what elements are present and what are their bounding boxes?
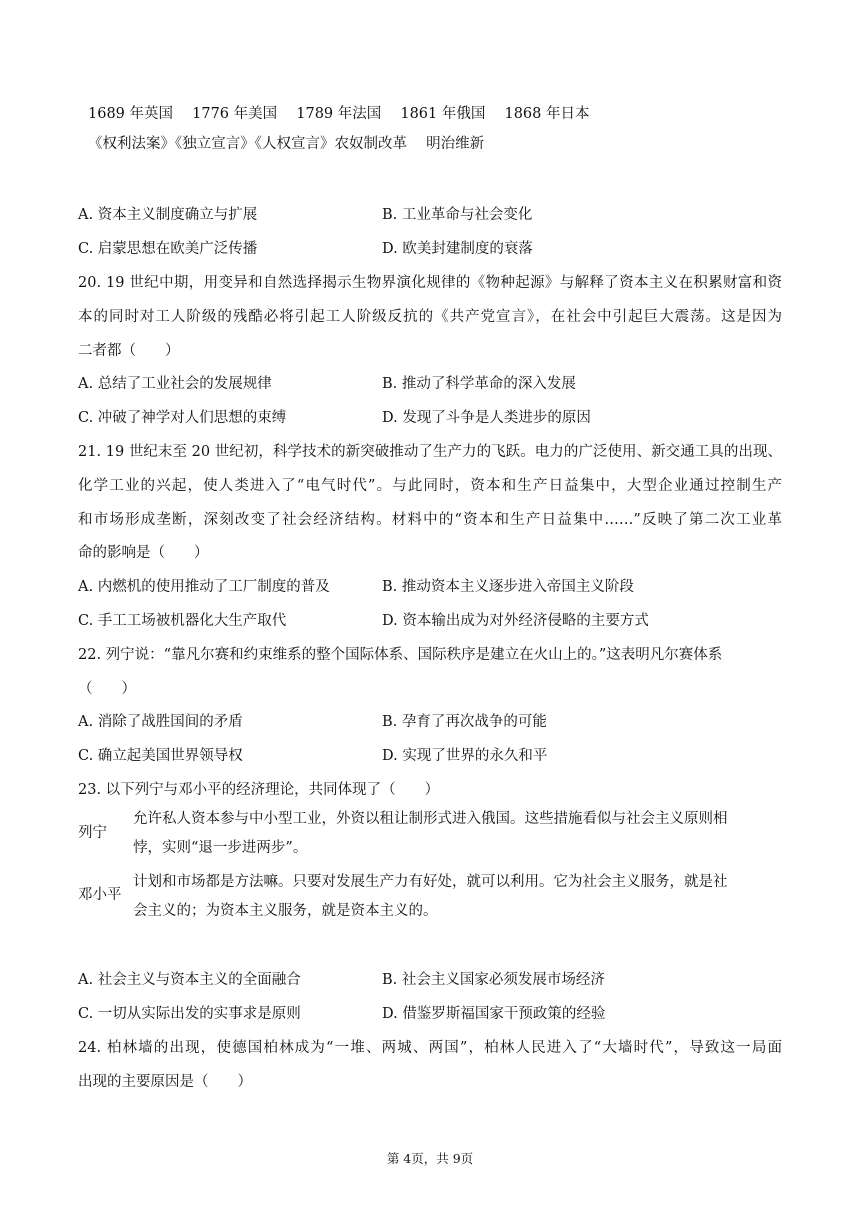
q22-stem-line-1: 22. 列宁说：“靠凡尔赛和约束维系的整个国际体系、国际秩序是建立在火山上的。”这表明凡尔赛体系 [78, 647, 723, 663]
q22-option-d: D. 实现了世界的永久和平 [382, 748, 548, 764]
q19-option-d: D. 欧美封建制度的衰落 [382, 241, 533, 257]
q22-option-b: B. 孕育了再次战争的可能 [382, 714, 547, 730]
q23-deng-quote-line-2: 会主义的；为资本主义服务，就是资本主义的。 [133, 903, 438, 919]
q23-option-b: B. 社会主义国家必须发展市场经济 [382, 972, 605, 988]
q20-stem-line-1: 20. 19 世纪中期，用变异和自然选择揭示生物界演化规律的《物种起源》与解释了资本主义在积累财富和资 [78, 275, 782, 291]
q21-option-d: D. 资本输出成为对外经济侵略的主要方式 [382, 613, 649, 629]
q20-option-a: A. 总结了工业社会的发展规律 [78, 376, 272, 392]
q23-lenin-quote-line-2: 悖，实则“退一步进两步”。 [133, 840, 308, 856]
q19-option-a: A. 资本主义制度确立与扩展 [78, 207, 258, 223]
q23-deng-quote-line-1: 计划和市场都是方法嘛。只要对发展生产力有好处，就可以利用。它为社会主义服务，就是社 [133, 874, 728, 890]
q23-lenin-quote-line-1: 允许私人资本参与中小型工业，外资以租让制形式进入俄国。这些措施看似与社会主义原则相 [133, 811, 728, 827]
q20-option-b: B. 推动了科学革命的深入发展 [382, 376, 576, 392]
q21-option-b: B. 推动资本主义逐步进入帝国主义阶段 [382, 579, 634, 595]
q23-deng-label: 邓小平 [78, 887, 122, 903]
q19-option-b: B. 工业革命与社会变化 [382, 207, 533, 223]
q21-stem-line-1: 21. 19 世纪末至 20 世纪初，科学技术的新突破推动了生产力的飞跃。电力的广泛使用、新交通工具的出现、 [78, 444, 782, 460]
q22-option-c: C. 确立起美国世界领导权 [78, 748, 243, 764]
q24-stem-line-2: 出现的主要原因是（ ） [78, 1074, 252, 1090]
q21-stem-line-2: 化学工业的兴起，使人类进入了“电气时代”。与此同时，资本和生产日益集中，大型企业通过控制生产 [78, 478, 782, 494]
q19-option-c: C. 启蒙思想在欧美广泛传播 [78, 241, 258, 257]
q21-stem-line-3: 和市场形成垄断，深刻改变了社会经济结构。材料中的“资本和生产日益集中……”反映了第二次工业革 [78, 512, 782, 528]
q22-option-a: A. 消除了战胜国间的矛盾 [78, 714, 243, 730]
page-footer: 第 4页，共 9页 [386, 1151, 474, 1166]
table-years-row: 1689 年英国 1776 年美国 1789 年法国 1861 年俄国 1868 年日本 [88, 106, 590, 122]
q20-stem-line-2: 本的同时对工人阶级的残酷必将引起工人阶级反抗的《共产党宣言》，在社会中引起巨大震荡。这是因为 [78, 309, 782, 325]
q21-option-c: C. 手工工场被机器化大生产取代 [78, 613, 287, 629]
q23-lenin-label: 列宁 [78, 825, 107, 841]
q23-option-c: C. 一切从实际出发的实事求是原则 [78, 1006, 301, 1022]
q20-option-c: C. 冲破了神学对人们思想的束缚 [78, 410, 287, 426]
q20-stem-line-3: 二者都（ ） [78, 343, 180, 359]
q20-option-d: D. 发现了斗争是人类进步的原因 [382, 410, 591, 426]
q21-option-a: A. 内燃机的使用推动了工厂制度的普及 [78, 579, 330, 595]
q24-stem-line-1: 24. 柏林墙的出现，使德国柏林成为“一堆、两城、两国”，柏林人民进入了“大墙时代”，导致这一局面 [78, 1040, 782, 1056]
q21-stem-line-4: 命的影响是（ ） [78, 545, 209, 561]
q23-stem: 23. 以下列宁与邓小平的经济理论，共同体现了（ ） [78, 782, 440, 798]
q22-stem-line-2: （ ） [78, 681, 136, 697]
q23-option-d: D. 借鉴罗斯福国家干预政策的经验 [382, 1006, 606, 1022]
q23-option-a: A. 社会主义与资本主义的全面融合 [78, 972, 301, 988]
table-events-row: 《权利法案》《独立宣言》《人权宣言》农奴制改革 明治维新 [88, 136, 485, 152]
